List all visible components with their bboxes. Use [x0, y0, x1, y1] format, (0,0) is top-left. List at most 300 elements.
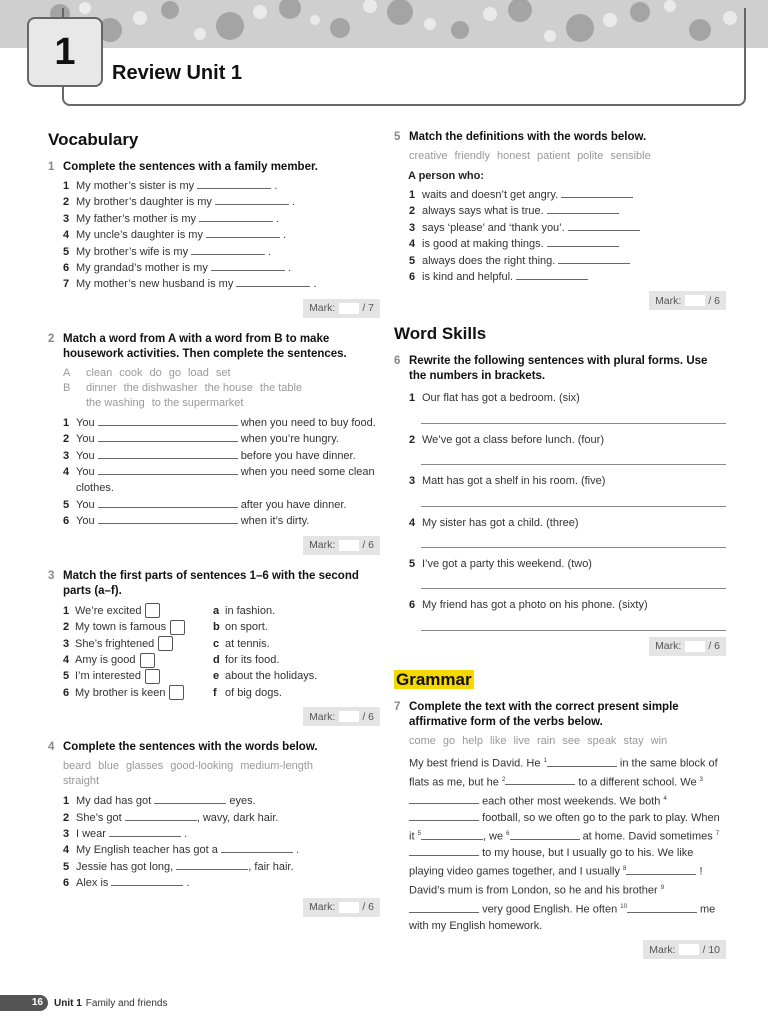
answer-blank[interactable] [421, 829, 483, 840]
list-item [409, 220, 726, 236]
item-text: when you need to buy food. [240, 416, 376, 429]
answer-checkbox[interactable] [145, 603, 160, 618]
list-item [409, 236, 726, 252]
item-number: 2 [63, 811, 70, 824]
mark-score-field[interactable] [339, 711, 359, 722]
item-text: when it’s dirty. [240, 515, 310, 528]
answer-blank[interactable] [505, 774, 575, 785]
answer-blank[interactable] [547, 236, 619, 247]
match-left [63, 668, 213, 684]
match-right [213, 652, 380, 668]
list-item [409, 597, 726, 613]
item-text: on sport. [225, 621, 268, 634]
mark-total: / 6 [362, 710, 374, 723]
item-text: My brother’s wife is my [76, 245, 189, 258]
word-bank-word: load [188, 366, 209, 379]
answer-blank[interactable] [98, 415, 238, 426]
word-bank-word: glasses [125, 760, 164, 773]
list-item [409, 432, 726, 448]
match-right [213, 685, 380, 701]
list-item: 6 My grandad’s mother is my . [63, 260, 380, 276]
item-number: 4 [63, 229, 70, 242]
item-number: 2 [409, 205, 416, 218]
answer-blank[interactable] [409, 902, 479, 913]
match-right [213, 619, 380, 635]
answer-blank[interactable] [516, 269, 588, 280]
mark-label: Mark: [309, 901, 336, 914]
text-segment: My best friend is David. He [409, 757, 541, 770]
item-text: I’ve got a party this weekend. (two) [422, 558, 592, 571]
item-text: You [76, 416, 95, 429]
answer-blank[interactable] [98, 431, 238, 442]
item-number: 1 [63, 604, 70, 617]
answer-blank[interactable] [215, 194, 289, 205]
mark-label: Mark: [655, 294, 682, 307]
list-item [63, 513, 380, 529]
item-text: My grandad’s mother is my [76, 262, 208, 275]
item-text: after you have dinner. [240, 498, 347, 511]
match-right [213, 636, 380, 652]
mark-total: / 7 [362, 302, 374, 315]
item-text: , fair hair. [248, 860, 294, 873]
grammar-heading-text: Grammar [396, 669, 472, 689]
item-letter: c [213, 637, 220, 650]
exercise-number: 2 [48, 332, 55, 345]
answer-blank[interactable] [111, 875, 183, 886]
text-segment: each other most weekends. We both [482, 795, 661, 808]
match-right [213, 603, 380, 619]
word-bank-word: see [562, 734, 581, 747]
answer-blank[interactable] [568, 220, 640, 231]
match-right [213, 668, 380, 684]
gap-number: 2 [501, 776, 506, 783]
text-segment: to a different school. We [578, 776, 697, 789]
answer-blank[interactable] [98, 464, 238, 475]
mark-total: / 6 [708, 640, 720, 653]
word-bank-word: win [650, 734, 668, 747]
answer-blank[interactable] [211, 260, 285, 271]
mark-total: / 6 [362, 539, 374, 552]
item-text: I’m interested [75, 670, 142, 683]
mark-label: Mark: [655, 640, 682, 653]
answer-checkbox[interactable] [145, 669, 160, 684]
exercise-number: 6 [394, 355, 401, 368]
mark-label: Mark: [309, 710, 336, 723]
mark-total: / 6 [362, 901, 374, 914]
word-bank-word: speak [587, 734, 617, 747]
exercise-6 [394, 354, 726, 655]
item-text: when you need some clean clothes. [76, 466, 375, 495]
mark-label: Mark: [309, 539, 336, 552]
lead-text: A person who: [408, 170, 484, 182]
answer-blank[interactable] [547, 756, 617, 767]
mark-score-field[interactable] [679, 944, 699, 955]
list-item [409, 556, 726, 572]
list-item [63, 497, 380, 513]
word-bank-word: creative [409, 150, 448, 162]
answer-line[interactable] [421, 407, 726, 424]
list-item: 1 My mother’s sister is my . [63, 178, 380, 194]
exercise-number: 4 [48, 741, 55, 754]
word-bank-word: live [513, 734, 530, 747]
list-item [409, 390, 726, 406]
word-bank-word: come [409, 734, 436, 747]
answer-blank[interactable] [109, 826, 181, 837]
left-column [48, 130, 380, 931]
answer-line[interactable] [421, 448, 726, 465]
word-bank-word: good-looking [170, 760, 234, 773]
item-text: eyes. [229, 795, 256, 808]
word-bank-word: go [168, 366, 182, 379]
item-text: My English teacher has got a [76, 844, 218, 857]
item-text: You [76, 466, 95, 479]
item-number: 3 [63, 449, 70, 462]
answer-blank[interactable] [221, 842, 293, 853]
gap-number: 10 [620, 904, 627, 911]
item-letter: d [213, 653, 220, 666]
answer-line[interactable] [421, 572, 726, 589]
word-bank-word: stay [623, 734, 644, 747]
gap-number: 3 [699, 776, 703, 783]
word-bank-word: go [442, 734, 456, 747]
word-bank-word: do [149, 366, 162, 379]
list-item [63, 826, 380, 842]
mark-score-field[interactable] [339, 303, 359, 314]
exercise-1 [48, 160, 380, 318]
item-number: 6 [63, 877, 70, 890]
item-text: My dad has got [76, 795, 152, 808]
item-number: 2 [63, 433, 70, 446]
item-text: when you’re hungry. [240, 433, 339, 446]
word-bank-word: cook [119, 366, 143, 379]
item-number: 3 [409, 475, 416, 488]
list-item [63, 431, 380, 447]
item-text: We’re excited [75, 604, 142, 617]
word-bank-word: beard [63, 760, 92, 773]
list-item: 5 My brother’s wife is my . [63, 244, 380, 260]
word-bank-word: help [462, 734, 483, 747]
word-bank-word: set [215, 366, 231, 379]
mark-total: / 10 [702, 943, 720, 956]
answer-blank[interactable] [176, 859, 248, 870]
match-left [63, 619, 213, 635]
mark-box [394, 291, 726, 310]
list-item: 4 My uncle’s daughter is my . [63, 227, 380, 243]
item-number: 6 [63, 515, 70, 528]
list-item [409, 473, 726, 489]
word-bank-word: like [489, 734, 507, 747]
item-text: My mother’s sister is my [76, 180, 195, 192]
text-segment: very good English. He often [482, 903, 618, 916]
exercise-instruction: Match a word from A with a word from B to make housework activities. Then complete the sentences. [63, 332, 347, 360]
item-number: 2 [409, 433, 416, 446]
exercise-instruction: Complete the text with the correct present simple affirmative form of the verbs below. [409, 700, 679, 728]
item-text: I wear [76, 827, 106, 840]
item-text: My brother’s daughter is my [76, 196, 212, 209]
exercise-instruction: Rewrite the following sentences with plural forms. Use the numbers in brackets. [409, 355, 708, 383]
text-segment: football, so we often go to the park to play. When it [409, 811, 720, 843]
vocabulary-heading: Vocabulary [48, 130, 139, 149]
word-bank-word: to the supermarket [151, 396, 244, 409]
word-bank-word: straight [63, 775, 100, 788]
mark-total: / 6 [708, 294, 720, 307]
item-text: My friend has got a photo on his phone. (sixty) [422, 599, 648, 612]
gap-fill-text [409, 753, 726, 935]
item-text: She’s frightened [75, 637, 155, 650]
item-text: You [76, 515, 95, 528]
exercise-number: 3 [48, 569, 55, 582]
item-number: 4 [409, 238, 416, 251]
item-text: Jessie has got long, [76, 860, 174, 873]
item-letter: b [213, 621, 220, 634]
answer-line[interactable] [421, 531, 726, 548]
page-footer [0, 994, 167, 1012]
answer-blank[interactable] [197, 178, 271, 189]
item-text: My brother is keen [75, 686, 166, 699]
word-bank-word: patient [537, 150, 571, 162]
item-text: She’s got [76, 811, 122, 824]
list-item [409, 253, 726, 269]
answer-blank[interactable] [547, 203, 619, 214]
answer-blank[interactable] [125, 810, 197, 821]
exercise-instruction: Complete the sentences with a family member. [63, 161, 318, 173]
answer-checkbox[interactable] [140, 653, 155, 668]
item-number: 4 [63, 653, 70, 666]
answer-blank[interactable] [199, 211, 273, 222]
item-text: My mother’s new husband is my [76, 278, 234, 291]
item-number: 4 [409, 516, 416, 529]
answer-blank[interactable] [558, 253, 630, 264]
gap-number: 4 [663, 795, 667, 802]
gap-number: 6 [506, 831, 510, 838]
list-item [409, 187, 726, 203]
word-bank-word: dinner [86, 381, 117, 394]
item-number: 5 [63, 498, 70, 511]
list-item [409, 203, 726, 219]
mark-box [394, 637, 726, 656]
answer-checkbox[interactable] [169, 685, 184, 700]
item-letter: e [213, 670, 220, 683]
item-number: 1 [409, 189, 416, 201]
mark-score-field[interactable] [339, 540, 359, 551]
item-text: Amy is good [75, 653, 136, 666]
item-number: 5 [409, 254, 416, 267]
exercise-5 [394, 130, 726, 310]
list-item [63, 859, 380, 875]
item-text: is kind and helpful. [422, 271, 514, 284]
answer-blank[interactable] [409, 793, 479, 804]
match-left [63, 652, 213, 668]
list-item [409, 515, 726, 531]
gap-number: 7 [715, 831, 720, 838]
answer-blank[interactable] [154, 793, 226, 804]
item-text: for its food. [225, 653, 280, 666]
page-title: Review Unit 1 [112, 62, 243, 84]
item-text: My sister has got a child. (three) [422, 516, 579, 529]
text-segment: , we [482, 830, 504, 843]
word-bank-word: the washing [86, 396, 145, 409]
word-skills-heading: Word Skills [394, 324, 487, 344]
answer-line[interactable] [421, 490, 726, 507]
item-number: 1 [63, 180, 70, 192]
answer-checkbox[interactable] [158, 636, 173, 651]
gap-number: 5 [417, 831, 421, 838]
answer-blank[interactable] [98, 513, 238, 524]
title-frame [62, 8, 746, 106]
mark-label: Mark: [309, 302, 336, 315]
mark-label: Mark: [649, 943, 676, 956]
word-bank-word: the house [204, 381, 253, 394]
word-bank-word: polite [577, 150, 604, 162]
item-text: Our flat has got a bedroom. (six) [422, 392, 580, 405]
answer-blank[interactable] [409, 845, 479, 856]
footer-topic: Family and friends [85, 997, 168, 1009]
item-text: . [186, 877, 190, 890]
exercise-instruction: Match the definitions with the words below. [409, 131, 647, 143]
item-text: Alex is [76, 877, 109, 890]
right-column [394, 130, 726, 973]
item-text: is good at making things. [422, 238, 544, 251]
item-text: We’ve got a class before lunch. (four) [422, 433, 604, 446]
list-item [63, 875, 380, 891]
exercise-7 [394, 700, 726, 960]
item-number: 6 [63, 686, 70, 699]
item-text: , wavy, dark hair. [196, 811, 279, 824]
mark-box [48, 707, 380, 726]
mark-score-field[interactable] [685, 295, 705, 306]
item-number: 7 [63, 278, 70, 291]
exercise-3 [48, 569, 380, 726]
item-text: at tennis. [225, 637, 270, 650]
item-number: 2 [63, 196, 70, 209]
text-segment: at home. David sometimes [582, 830, 713, 843]
answer-blank[interactable] [98, 497, 238, 508]
unit-number-tab: 1 [27, 17, 103, 87]
item-number: 5 [63, 670, 70, 683]
list-item [63, 810, 380, 826]
word-bank-word: clean [86, 366, 113, 379]
text-segment: me with my English homework. [409, 903, 716, 933]
item-text: always does the right thing. [422, 254, 556, 267]
matching-grid [63, 603, 380, 701]
answer-line[interactable] [421, 614, 726, 631]
match-left [63, 603, 213, 619]
item-number: 3 [63, 637, 70, 650]
word-bank [409, 149, 726, 164]
item-text: . [295, 844, 300, 857]
word-bank [409, 734, 726, 749]
item-text: always says what is true. [422, 205, 544, 218]
answer-blank[interactable] [236, 276, 310, 287]
word-bank-tag: A [63, 366, 71, 379]
list-item [63, 464, 380, 497]
word-bank [63, 759, 380, 789]
item-number: 5 [63, 245, 70, 258]
text-segment: ! David’s mum is from London, so he and his brother [409, 865, 703, 897]
item-text: You [76, 449, 95, 462]
item-number: 5 [63, 860, 70, 873]
list-item: 2 My brother’s daughter is my . [63, 194, 380, 210]
item-text: My town is famous [75, 621, 167, 634]
list-item [63, 842, 380, 858]
answer-checkbox[interactable] [170, 620, 185, 635]
item-number: 4 [63, 844, 70, 857]
match-left [63, 685, 213, 701]
item-number: 1 [63, 795, 70, 808]
answer-blank[interactable] [409, 810, 479, 821]
text-segment: to my house, but I usually go to his. We like playing video games together, and I usually [409, 846, 694, 878]
list-item: 7 My mother’s new husband is my . [63, 276, 380, 292]
item-text: You [76, 498, 95, 511]
word-bank-word: the table [259, 381, 303, 394]
exercise-number: 5 [394, 131, 401, 143]
gap-number: 8 [623, 866, 627, 873]
mark-score-field[interactable] [685, 641, 705, 652]
item-text: says ‘please’ and ‘thank you’. [422, 221, 565, 234]
mark-box [48, 536, 380, 555]
item-text: . [184, 827, 188, 840]
exercise-number: 1 [48, 161, 55, 173]
list-item: 3 My father’s mother is my . [63, 211, 380, 227]
word-bank-word: blue [98, 760, 119, 773]
mark-box [394, 940, 726, 959]
item-text: Matt has got a shelf in his room. (five) [422, 475, 606, 488]
item-number: 3 [409, 221, 416, 234]
exercise-number: 7 [394, 700, 401, 713]
answer-blank[interactable] [561, 187, 633, 198]
word-bank-word: medium-length [240, 760, 313, 773]
item-number: 6 [409, 271, 416, 284]
item-text: My father’s mother is my [76, 212, 197, 225]
word-bank-word: honest [497, 150, 531, 162]
word-bank-tag: B [63, 381, 71, 394]
mark-box [48, 299, 380, 318]
answer-blank[interactable] [626, 864, 696, 875]
word-bank-word: the dishwasher [123, 381, 198, 394]
answer-blank[interactable] [206, 227, 280, 238]
answer-blank[interactable] [627, 902, 697, 913]
gap-number: 9 [660, 885, 665, 892]
item-text: waits and doesn’t get angry. [422, 189, 559, 201]
item-text: of big dogs. [225, 686, 282, 699]
item-number: 4 [63, 466, 70, 479]
item-number: 1 [63, 416, 70, 429]
word-bank [63, 366, 380, 411]
footer-unit: Unit 1 [54, 997, 82, 1009]
answer-blank[interactable] [98, 448, 238, 459]
page-number: 16 [0, 995, 48, 1011]
item-number: 2 [63, 621, 70, 634]
mark-box [48, 898, 380, 917]
item-number: 1 [409, 392, 416, 405]
item-text: before you have dinner. [240, 449, 356, 462]
word-bank-word: sensible [610, 150, 651, 162]
text-segment: in the same block of flats as me, but he [409, 757, 718, 789]
item-letter: a [213, 604, 220, 617]
item-number: 3 [63, 827, 70, 840]
item-number: 3 [63, 212, 70, 225]
answer-blank[interactable] [510, 829, 580, 840]
mark-score-field[interactable] [339, 902, 359, 913]
answer-blank[interactable] [191, 244, 265, 255]
item-number: 5 [409, 558, 416, 571]
list-item [63, 793, 380, 809]
word-bank-word: friendly [454, 150, 490, 162]
item-text: about the holidays. [225, 670, 318, 683]
gap-number: 1 [543, 757, 547, 764]
item-text: You [76, 433, 95, 446]
list-item [63, 448, 380, 464]
